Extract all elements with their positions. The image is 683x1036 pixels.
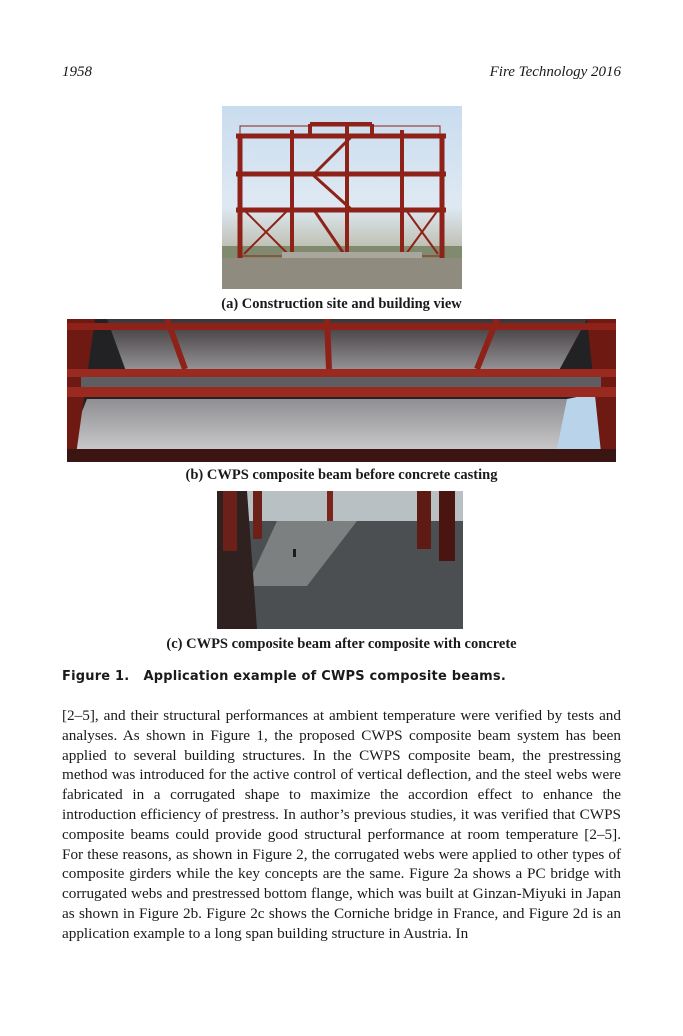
paragraph: [2–5], and their structural performances at ambient temperature were verified by tests and analyses. As shown in Figure 1, the proposed CWPS composite beam system has been applied to several building structures. In the CWPS composite beam, the prestressing method was introduced for the active control of vertical deflection, and the steel webs were fabricated in a corrugated shape to maximize the accordion effect to enhance the introduction efficiency of prestress. In author’s previous studies, it was verified that CWPS composite beams could provide good structural performance at room temperature [2–5]. For these reasons, as shown in Figure 2, the corrugated webs were applied to other types of composite girders while the key concepts are the same. Figure 2a shows a PC bridge with corrugated webs and prestressed bottom flange, which was built at Ginzan-Miyuki in Japan as shown in Figure 2b. Figure 2c shows the Corniche bridge in France, and Figure 2d is an application example to a long span building structure in Austria. In: [62, 707, 621, 942]
journal-name: Fire Technology 2016: [489, 64, 621, 80]
caption-b: (b) CWPS composite beam before concrete casting: [185, 467, 498, 483]
slab-illustration: [217, 491, 463, 629]
figure-label: Figure 1.: [62, 669, 130, 684]
figure-caption: [62, 669, 506, 684]
beam-illustration: [67, 319, 616, 462]
building-illustration: [222, 106, 462, 289]
caption-a: (a) Construction site and building view: [221, 296, 462, 312]
running-header: [62, 64, 621, 84]
body-text: [62, 706, 621, 944]
figure-title: Application example of CWPS composite beams.: [143, 669, 507, 684]
caption-c: (c) CWPS composite beam after composite with concrete: [166, 636, 517, 652]
page-number: 1958: [62, 64, 92, 80]
photo-construction-site: [222, 106, 462, 289]
photo-beam-after-concrete: [217, 491, 463, 629]
photo-beam-before-casting: [67, 319, 616, 462]
